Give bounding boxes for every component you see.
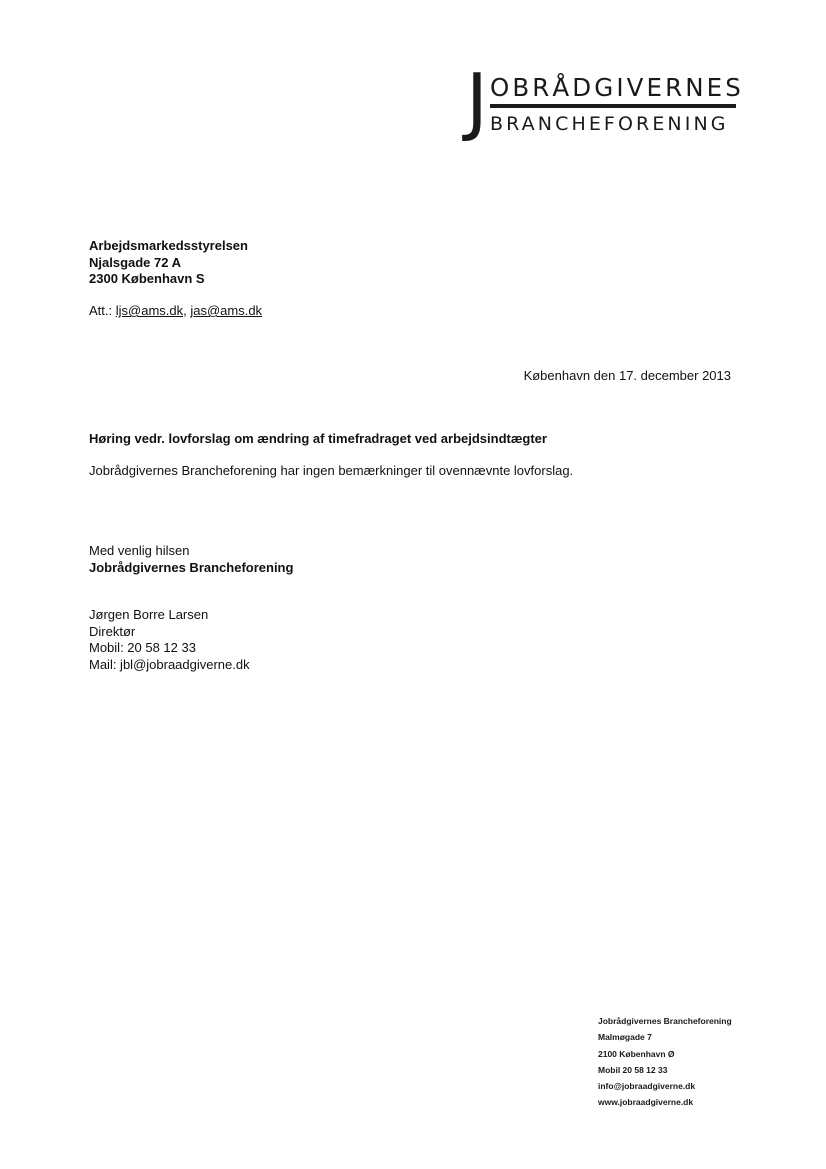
attention-email-1[interactable]: ljs@ams.dk [115,303,184,318]
footer-mobile: Mobil 20 58 12 33 [598,1064,668,1075]
signature-name: Jørgen Borre Larsen [89,607,209,622]
footer-city: 2100 København Ø [598,1048,675,1059]
signature-title: Direktør [89,623,136,639]
signature-mail: Mail: jbl@jobraadgiverne.dk [89,656,250,672]
footer-contact [598,1013,732,1111]
closing-organization: Jobrådgivernes Brancheforening [89,559,294,575]
recipient-address [89,238,248,288]
signature-mobile: Mobil: 20 58 12 33 [89,640,196,655]
logo-divider [490,104,736,108]
footer-email: info@jobraadgiverne.dk [598,1081,696,1092]
recipient-city: 2300 København S [89,271,205,286]
recipient-name: Arbejdsmarkedsstyrelsen [89,238,248,253]
logo-initial: J [466,58,488,144]
logo-line-2: BRANCHEFORENING [490,113,729,135]
letter-date: København den 17. december 2013 [523,368,731,383]
attention-line [89,303,262,320]
closing-greeting: Med venlig hilsen [89,543,190,558]
letter-subject: Høring vedr. lovforslag om ændring af timefradraget ved arbejdsindtægter [89,431,547,446]
attention-email-2[interactable]: jas@ams.dk [190,303,263,318]
footer-street: Malmøgade 7 [598,1032,652,1043]
attention-prefix: Att.: [89,303,116,318]
signature-block [89,607,250,673]
footer-website: www.jobraadgiverne.dk [598,1097,694,1108]
closing [89,543,293,576]
company-logo [466,58,744,144]
letter-body: Jobrådgivernes Brancheforening har ingen bemærkninger til ovennævnte lovforslag. [89,463,574,478]
footer-organization: Jobrådgivernes Brancheforening [598,1016,732,1026]
logo-line-1: OBRÅDGIVERNES [490,73,744,102]
recipient-street: Njalsgade 72 A [89,254,182,270]
attention-separator: , [183,303,191,318]
